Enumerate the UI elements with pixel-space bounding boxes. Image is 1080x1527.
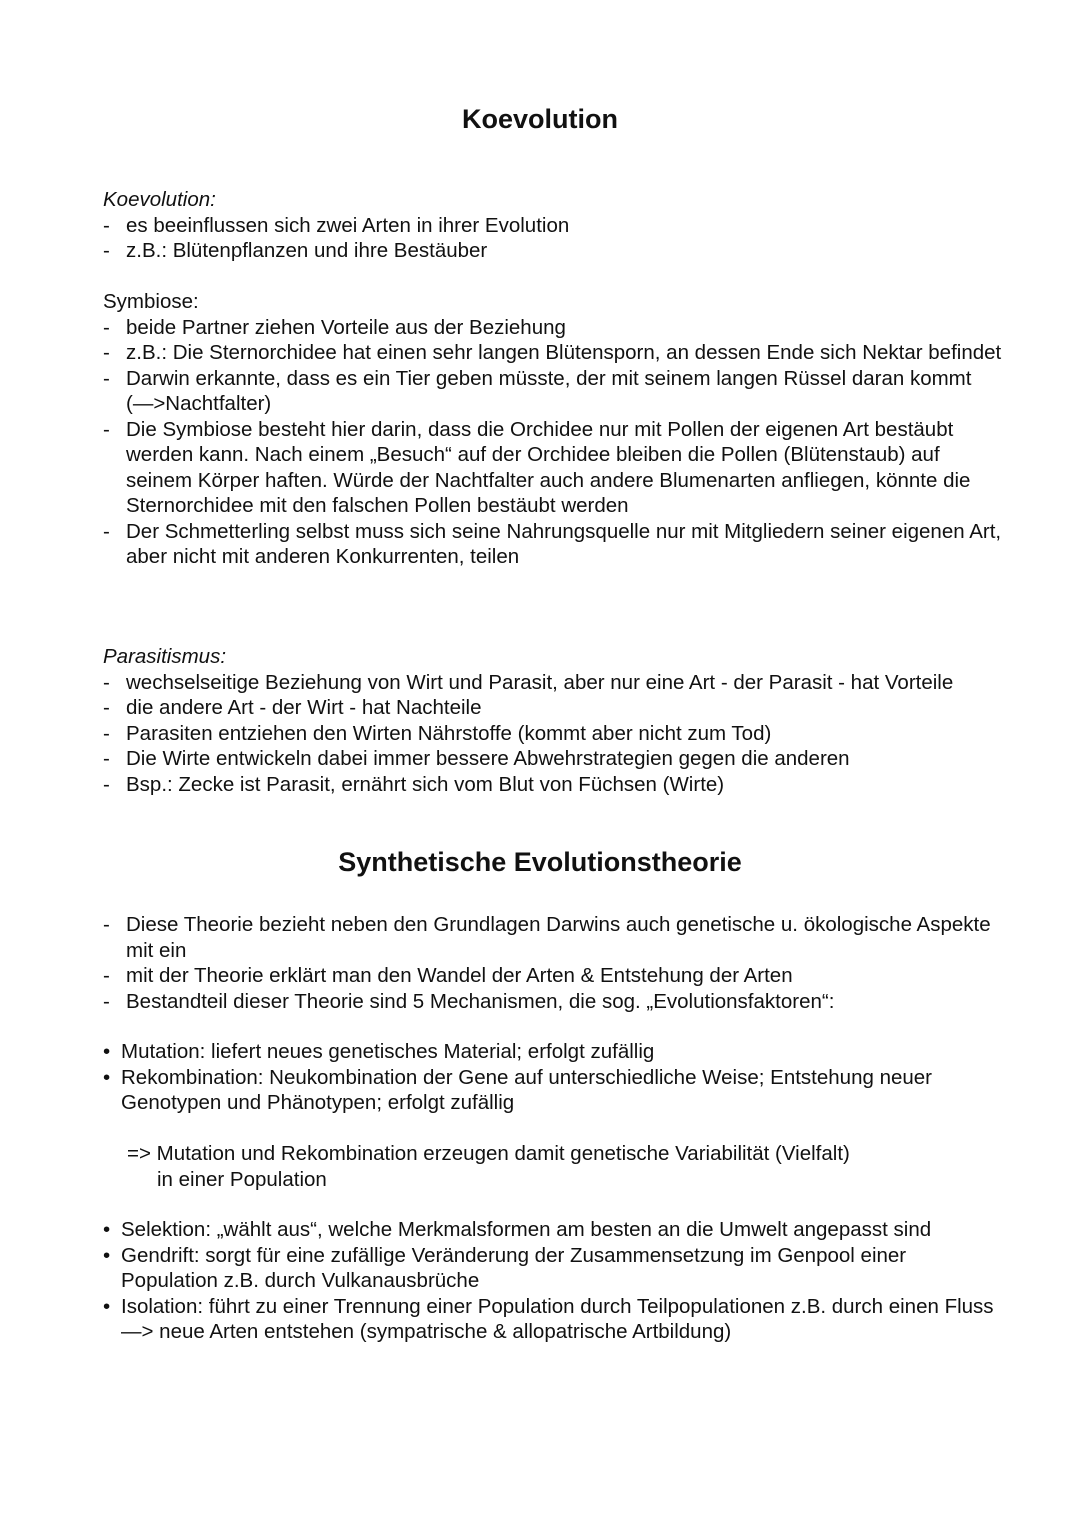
list-item: - es beeinflussen sich zwei Arten in ihrer Evolution xyxy=(103,213,1003,239)
page-title: Koevolution xyxy=(462,104,618,134)
list-item: - wechselseitige Beziehung von Wirt und Parasit, aber nur eine Art - der Parasit - hat Vorteile xyxy=(103,670,1003,696)
symbiose-list xyxy=(103,315,1003,570)
list-item: - Der Schmetterling selbst muss sich seine Nahrungsquelle nur mit Mitgliedern seiner eigenen Art, aber nicht mit anderen Konkurrenten, teilen xyxy=(103,519,1003,570)
list-item: - z.B.: Blütenpflanzen und ihre Bestäuber xyxy=(103,238,1003,264)
theorie-section xyxy=(103,912,1003,1014)
theorie-list xyxy=(103,912,1003,1014)
list-item: - beide Partner ziehen Vorteile aus der Beziehung xyxy=(103,315,1003,341)
faktoren-list-1 xyxy=(103,1039,1003,1116)
faktoren-section-2 xyxy=(103,1217,1003,1345)
list-item: • Gendrift: sorgt für eine zufällige Veränderung der Zusammensetzung im Genpool einer Population z.B. durch Vulkanausbrüche xyxy=(103,1243,1003,1294)
list-item: • Rekombination: Neukombination der Gene auf unterschiedliche Weise; Entstehung neuer Genotypen und Phänotypen; erfolgt zufällig xyxy=(103,1065,1003,1116)
parasitismus-heading: Parasitismus: xyxy=(103,645,227,668)
list-item: • Selektion: „wählt aus“, welche Merkmalsformen am besten an die Umwelt angepasst sind xyxy=(103,1217,1003,1243)
list-item: - Bestandteil dieser Theorie sind 5 Mechanismen, die sog. „Evolutionsfaktoren“: xyxy=(103,989,1003,1015)
faktoren-list-2 xyxy=(103,1217,1003,1345)
section-title: Synthetische Evolutionstheorie xyxy=(338,847,742,877)
list-item: - mit der Theorie erklärt man den Wandel der Arten & Entstehung der Arten xyxy=(103,963,1003,989)
koevolution-list xyxy=(103,213,1003,264)
conclusion-line-2: in einer Population xyxy=(157,1167,327,1191)
conclusion-note xyxy=(127,1141,977,1192)
koevolution-heading: Koevolution: xyxy=(103,188,216,211)
faktoren-section-1 xyxy=(103,1039,1003,1116)
list-item: - Darwin erkannte, dass es ein Tier geben müsste, der mit seinem langen Rüssel daran kommt (—>Nachtfalter) xyxy=(103,366,1003,417)
symbiose-heading: Symbiose: xyxy=(103,290,199,313)
list-item: - die andere Art - der Wirt - hat Nachteile xyxy=(103,695,1003,721)
conclusion-line-1: => Mutation und Rekombination erzeugen damit genetische Variabilität (Vielfalt) xyxy=(127,1142,850,1165)
koevolution-section xyxy=(103,187,1003,264)
symbiose-section xyxy=(103,289,1003,570)
list-item: - Die Wirte entwickeln dabei immer bessere Abwehrstrategien gegen die anderen xyxy=(103,746,1003,772)
parasitismus-list xyxy=(103,670,1003,798)
parasitismus-section xyxy=(103,644,1003,797)
list-item: • Mutation: liefert neues genetisches Material; erfolgt zufällig xyxy=(103,1039,1003,1065)
list-item: - Diese Theorie bezieht neben den Grundlagen Darwins auch genetische u. ökologische Aspekte mit ein xyxy=(103,912,1003,963)
list-item: - Bsp.: Zecke ist Parasit, ernährt sich vom Blut von Füchsen (Wirte) xyxy=(103,772,1003,798)
list-item: - Die Symbiose besteht hier darin, dass die Orchidee nur mit Pollen der eigenen Art bestäubt werden kann. Nach einem „Besuch“ auf der Orchidee bleiben die Pollen (Blütenstaub) auf seinem Körper haften. Würde der Nachtfalter auch andere Blumenarten anfliegen, könnte die Sternorchidee mit den falschen Pollen bestäubt werden xyxy=(103,417,1003,519)
list-item: - Parasiten entziehen den Wirten Nährstoffe (kommt aber nicht zum Tod) xyxy=(103,721,1003,747)
list-item: • Isolation: führt zu einer Trennung einer Population durch Teilpopulationen z.B. durch einen Fluss —> neue Arten entstehen (sympatrische & allopatrische Artbildung) xyxy=(103,1294,1003,1345)
list-item: - z.B.: Die Sternorchidee hat einen sehr langen Blütensporn, an dessen Ende sich Nektar befindet xyxy=(103,340,1003,366)
